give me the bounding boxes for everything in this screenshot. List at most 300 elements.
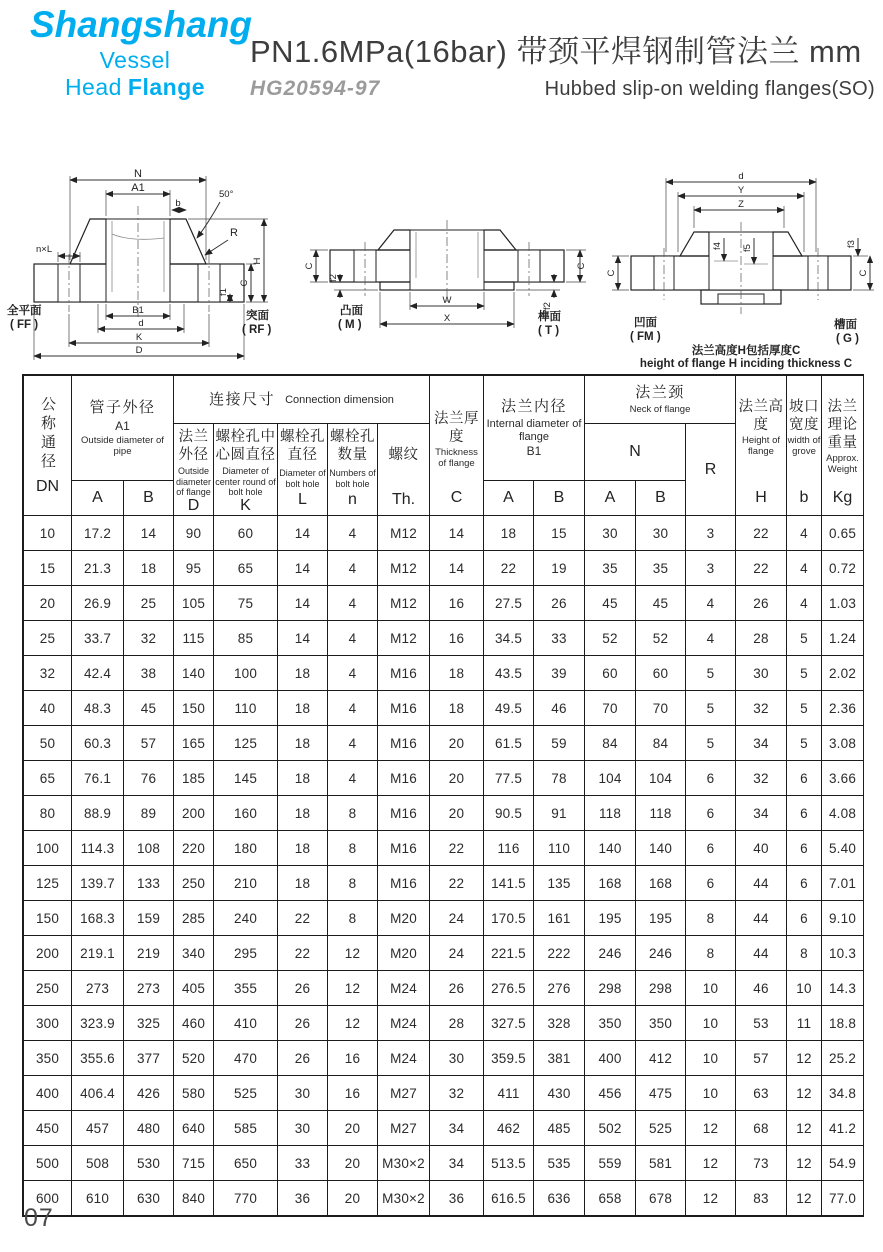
spec-cell: 14 [278,551,328,586]
spec-cell: 18 [430,656,484,691]
col-H-cn: 法兰高度 [738,399,784,434]
dim-label-C-right2: C [858,269,869,277]
spec-cell: 5 [787,726,822,761]
spec-cell: 26.9 [72,586,124,621]
spec-cell: 165 [174,726,214,761]
brand-tagline [30,47,240,101]
flange-drawing-fm-g [606,168,880,370]
spec-cell: 10 [686,1041,736,1076]
spec-cell: 5 [787,656,822,691]
spec-cell: 20 [24,586,72,621]
face-label-t-cn: 榫面 [538,311,561,323]
spec-cell: 3 [686,516,736,551]
spec-cell: 57 [124,726,174,761]
spec-cell: 350 [24,1041,72,1076]
spec-cell: 276 [534,971,585,1006]
spec-cell: M30×2 [378,1146,430,1181]
spec-cell: 12 [686,1181,736,1216]
spec-cell: 52 [585,621,636,656]
spec-cell: 630 [124,1181,174,1216]
spec-cell: 33 [534,621,585,656]
spec-cell: 168.3 [72,901,124,936]
drawing-caption-cn: 法兰高度H包括厚度C [691,345,801,357]
spec-cell: 32 [24,656,72,691]
spec-cell: 18 [278,726,328,761]
letter-neck-B: B [636,481,686,516]
spec-cell: 5.40 [822,831,863,866]
spec-cell: 33.7 [72,621,124,656]
spec-cell: M12 [378,621,430,656]
spec-cell: 40 [736,831,787,866]
spec-cell: 640 [174,1111,214,1146]
spec-cell: 90.5 [484,796,534,831]
spec-cell: 61.5 [484,726,534,761]
spec-cell: 327.5 [484,1006,534,1041]
spec-cell: 246 [636,936,686,971]
dim-label-W: W [442,295,452,306]
spec-cell: 16 [430,621,484,656]
spec-cell: 18 [278,761,328,796]
spec-cell: 6 [686,831,736,866]
face-label-t-code: ( T ) [538,325,560,337]
col-kg-letter: Kg [832,489,853,506]
col-L-letter: L [298,491,307,508]
spec-cell: 273 [124,971,174,1006]
spec-cell: 411 [484,1076,534,1111]
spec-cell: 25 [124,586,174,621]
col-header-N [585,424,686,481]
spec-cell: 52 [636,621,686,656]
dim-label-C-right: C [576,262,587,270]
dim-label-R: R [230,227,238,239]
spec-cell: 355 [214,971,278,1006]
dim-label-Z: Z [738,199,744,210]
spec-cell: 195 [636,901,686,936]
spec-cell: 12 [787,1111,822,1146]
spec-cell: 14 [124,516,174,551]
spec-cell: 40 [24,691,72,726]
brand-tagline-bold: Flange [127,73,206,100]
spec-cell: 480 [124,1111,174,1146]
spec-cell: 525 [214,1076,278,1111]
page-number: 07 [24,1204,54,1232]
spec-cell: 636 [534,1181,585,1216]
spec-cell: 16 [328,1076,378,1111]
spec-cell: 32 [124,621,174,656]
spec-cell: 4 [787,551,822,586]
spec-cell: 12 [787,1146,822,1181]
spec-cell: 2.02 [822,656,863,691]
spec-cell: 8 [328,866,378,901]
dim-label-X: X [443,313,451,324]
dim-label-f2-right: f2 [542,302,553,310]
spec-cell: 28 [430,1006,484,1041]
spec-cell: 581 [636,1146,686,1181]
spec-cell: 406.4 [72,1076,124,1111]
spec-cell: 3.66 [822,761,863,796]
flange-drawing-m-t [292,178,604,350]
spec-cell: 4 [686,621,736,656]
spec-cell: 8 [328,901,378,936]
spec-cell: 135 [534,866,585,901]
flange-drawing-ff-rf [6,164,274,364]
spec-cell: 4 [328,656,378,691]
spec-cell: 77.0 [822,1181,863,1216]
spec-cell: 16 [328,1041,378,1076]
spec-cell: 70 [636,691,686,726]
letter-b1-B: B [534,481,585,516]
spec-cell: 18.8 [822,1006,863,1041]
col-header-C [430,376,484,516]
col-b-letter: b [799,489,809,506]
spec-cell: 85 [214,621,278,656]
spec-cell: 456 [585,1076,636,1111]
spec-cell: 610 [72,1181,124,1216]
spec-cell: 30 [636,516,686,551]
spec-cell: 18 [278,656,328,691]
spec-cell: 4 [328,551,378,586]
spec-cell: 715 [174,1146,214,1181]
spec-cell: 21.3 [72,551,124,586]
col-K-cn: 螺栓孔中心圆直径 [215,429,276,464]
spec-cell: 4 [328,516,378,551]
face-label-m-code: ( M ) [338,319,362,331]
letter-pipe-B: B [124,481,174,516]
col-header-L [278,424,328,516]
spec-cell: 12 [686,1111,736,1146]
spec-cell: 34.8 [822,1076,863,1111]
spec-cell: 457 [72,1111,124,1146]
spec-cell: 118 [585,796,636,831]
group-b1-sub: B1 [526,444,542,459]
spec-cell: 400 [24,1076,72,1111]
col-N-letter: N [629,443,641,460]
spec-cell: 10 [686,971,736,1006]
spec-cell: 57 [736,1041,787,1076]
spec-cell: 45 [124,691,174,726]
spec-cell: 250 [174,866,214,901]
spec-cell: 26 [534,586,585,621]
spec-cell: M24 [378,1006,430,1041]
spec-cell: 0.72 [822,551,863,586]
letter-b1-A: A [484,481,534,516]
col-C-cn: 法兰厚度 [434,411,479,446]
spec-cell: 34 [430,1111,484,1146]
spec-cell: 8 [787,936,822,971]
spec-cell: 46 [534,691,585,726]
spec-cell: 10.3 [822,936,863,971]
spec-cell: 14 [278,621,328,656]
spec-cell: 530 [124,1146,174,1181]
spec-cell: 276.5 [484,971,534,1006]
spec-cell: 49.5 [484,691,534,726]
col-header-b [787,376,822,516]
spec-cell: 60.3 [72,726,124,761]
spec-cell: 104 [585,761,636,796]
spec-cell: M20 [378,936,430,971]
spec-cell: 39 [534,656,585,691]
spec-cell: 48.3 [72,691,124,726]
col-kg-en: Approx. Weight [826,453,859,476]
spec-cell: 15 [534,516,585,551]
standard-number: HG20594-97 [250,77,381,100]
spec-cell: 1.24 [822,621,863,656]
spec-cell: 26 [278,1006,328,1041]
spec-cell: 12 [328,936,378,971]
spec-cell: 38 [124,656,174,691]
spec-cell: 377 [124,1041,174,1076]
spec-cell: 328 [534,1006,585,1041]
col-header-kg [822,376,863,516]
spec-cell: 22 [736,516,787,551]
technical-drawings [0,160,883,370]
spec-cell: 43.5 [484,656,534,691]
spec-cell: 470 [214,1041,278,1076]
spec-cell: 63 [736,1076,787,1111]
spec-cell: 34 [430,1146,484,1181]
flange-spec-table [22,374,864,1217]
col-header-dn-code: DN [35,477,60,495]
spec-cell: 355.6 [72,1041,124,1076]
group-conn-en: Connection dimension [285,394,394,407]
spec-cell: M12 [378,586,430,621]
spec-cell: 30 [278,1076,328,1111]
spec-cell: 150 [24,901,72,936]
subtitle-english: Hubbed slip-on welding flanges(SO) [544,78,875,100]
spec-cell: 32 [736,761,787,796]
spec-cell: 83 [736,1181,787,1216]
spec-cell: 18 [484,516,534,551]
spec-cell: 105 [174,586,214,621]
dim-label-d: d [138,318,144,329]
spec-cell: 8 [686,936,736,971]
dim-label-f4: f4 [712,242,723,250]
spec-cell: 5 [686,691,736,726]
spec-cell: 18 [278,866,328,901]
group-header-connection [174,376,430,424]
col-n-en: Numbers of bolt hole [329,468,376,489]
dim-label-Y: Y [737,185,745,196]
spec-cell: 25 [24,621,72,656]
spec-cell: 10 [686,1076,736,1111]
spec-cell: 4 [328,761,378,796]
spec-cell: 25.2 [822,1041,863,1076]
dim-label-H: H [252,257,263,265]
spec-cell: 168 [636,866,686,901]
spec-cell: 580 [174,1076,214,1111]
spec-cell: 4 [328,621,378,656]
spec-cell: 525 [636,1111,686,1146]
spec-cell: 12 [787,1041,822,1076]
col-n-letter: n [348,491,357,508]
spec-cell: 41.2 [822,1111,863,1146]
spec-cell: 14.3 [822,971,863,1006]
col-b-en: width of grove [787,435,821,458]
col-n-cn: 螺栓孔数量 [330,429,375,464]
spec-cell: 6 [686,761,736,796]
spec-cell: 30 [585,516,636,551]
spec-cell: 9.10 [822,901,863,936]
group-neck-en: Neck of flange [629,403,691,415]
spec-cell: 140 [636,831,686,866]
spec-cell: 125 [24,866,72,901]
spec-cell: 410 [214,1006,278,1041]
spec-cell: 50 [24,726,72,761]
spec-cell: M16 [378,691,430,726]
spec-cell: 60 [636,656,686,691]
spec-cell: 405 [174,971,214,1006]
spec-cell: 26 [736,586,787,621]
spec-cell: 12 [328,1006,378,1041]
dim-label-C-left2: C [606,269,617,277]
spec-cell: 22 [430,831,484,866]
spec-cell: 20 [328,1146,378,1181]
col-header-R [686,424,736,516]
spec-cell: 68 [736,1111,787,1146]
company-logo [30,4,253,101]
spec-cell: 200 [174,796,214,831]
col-D-en: Outside diameter of flange [175,466,211,497]
spec-cell: 1.03 [822,586,863,621]
spec-cell: 114.3 [72,831,124,866]
spec-cell: 65 [24,761,72,796]
spec-cell: 295 [214,936,278,971]
spec-cell: 34 [736,726,787,761]
col-L-en: Diameter of bolt hole [279,468,326,489]
spec-cell: 508 [72,1146,124,1181]
spec-cell: 400 [585,1041,636,1076]
spec-cell: 110 [214,691,278,726]
spec-cell: 60 [214,516,278,551]
letter-neck-A: A [585,481,636,516]
spec-cell: 8 [328,831,378,866]
spec-cell: 88.9 [72,796,124,831]
spec-cell: 200 [24,936,72,971]
spec-cell: 30 [278,1111,328,1146]
spec-cell: M16 [378,656,430,691]
spec-cell: 91 [534,796,585,831]
spec-cell: 15 [24,551,72,586]
spec-cell: 110 [534,831,585,866]
group-header-pipe-od [72,376,174,481]
face-label-ff-code: ( FF ) [10,319,39,331]
dim-label-f1: f1 [218,288,229,296]
spec-cell: 5 [686,656,736,691]
dim-label-C: C [239,279,250,287]
spec-cell: 76.1 [72,761,124,796]
spec-cell: 340 [174,936,214,971]
spec-cell: 44 [736,866,787,901]
col-header-thread [378,424,430,516]
face-label-m-cn: 凸面 [340,305,363,317]
col-D-cn: 法兰外径 [178,429,209,464]
spec-cell: 65 [214,551,278,586]
col-H-letter: H [755,489,767,506]
spec-cell: 240 [214,901,278,936]
spec-cell: 10 [686,1006,736,1041]
spec-cell: 430 [534,1076,585,1111]
spec-cell: M16 [378,761,430,796]
spec-cell: 220 [174,831,214,866]
group-header-neck [585,376,736,424]
spec-cell: 90 [174,516,214,551]
spec-cell: 500 [24,1146,72,1181]
spec-cell: 26 [278,1041,328,1076]
spec-cell: 80 [24,796,72,831]
spec-cell: 12 [328,971,378,1006]
spec-cell: 45 [585,586,636,621]
spec-cell: 513.5 [484,1146,534,1181]
spec-cell: 222 [534,936,585,971]
spec-cell: 100 [214,656,278,691]
spec-cell: 54.9 [822,1146,863,1181]
spec-cell: M24 [378,1041,430,1076]
spec-cell: 160 [214,796,278,831]
spec-cell: 485 [534,1111,585,1146]
spec-cell: M27 [378,1076,430,1111]
spec-cell: M12 [378,516,430,551]
spec-cell: 840 [174,1181,214,1216]
spec-cell: 95 [174,551,214,586]
group-conn-cn: 连接尺寸 [209,390,276,408]
group-header-b1 [484,376,585,481]
spec-cell: 22 [278,901,328,936]
spec-cell: M12 [378,551,430,586]
spec-cell: 462 [484,1111,534,1146]
spec-cell: 18 [278,796,328,831]
spec-cell: 12 [686,1146,736,1181]
spec-cell: 426 [124,1076,174,1111]
spec-cell: 45 [636,586,686,621]
spec-cell: 89 [124,796,174,831]
spec-cell: 12 [787,1076,822,1111]
col-C-letter: C [450,489,463,506]
spec-cell: 5 [787,621,822,656]
spec-cell: 22 [430,866,484,901]
spec-cell: 8 [328,796,378,831]
spec-cell: 520 [174,1041,214,1076]
spec-cell: 502 [585,1111,636,1146]
spec-cell: M30×2 [378,1181,430,1216]
spec-cell: 10 [787,971,822,1006]
spec-cell: 30 [736,656,787,691]
spec-cell: 12 [787,1181,822,1216]
group-pipe-sub: A1 [115,418,130,433]
spec-cell: 221.5 [484,936,534,971]
col-C-en: Thickness of flange [435,447,478,470]
spec-cell: 450 [24,1111,72,1146]
dim-label-f2-left: f2 [328,274,339,282]
spec-cell: 32 [430,1076,484,1111]
dim-label-f5: f5 [742,244,753,252]
dim-label-A1: A1 [131,182,145,194]
spec-cell: 140 [585,831,636,866]
spec-cell: 658 [585,1181,636,1216]
spec-cell: 14 [278,586,328,621]
spec-cell: 6 [686,866,736,901]
spec-cell: 35 [585,551,636,586]
dim-label-d2: d [738,171,744,182]
spec-cell: 77.5 [484,761,534,796]
col-b-cn: 坡口宽度 [789,399,819,434]
title-block [250,26,875,101]
spec-cell: 73 [736,1146,787,1181]
face-label-rf-code: ( RF ) [242,324,272,336]
spec-cell: 559 [585,1146,636,1181]
spec-cell: M16 [378,796,430,831]
dim-label-b: b [175,198,181,209]
spec-cell: 22 [278,936,328,971]
